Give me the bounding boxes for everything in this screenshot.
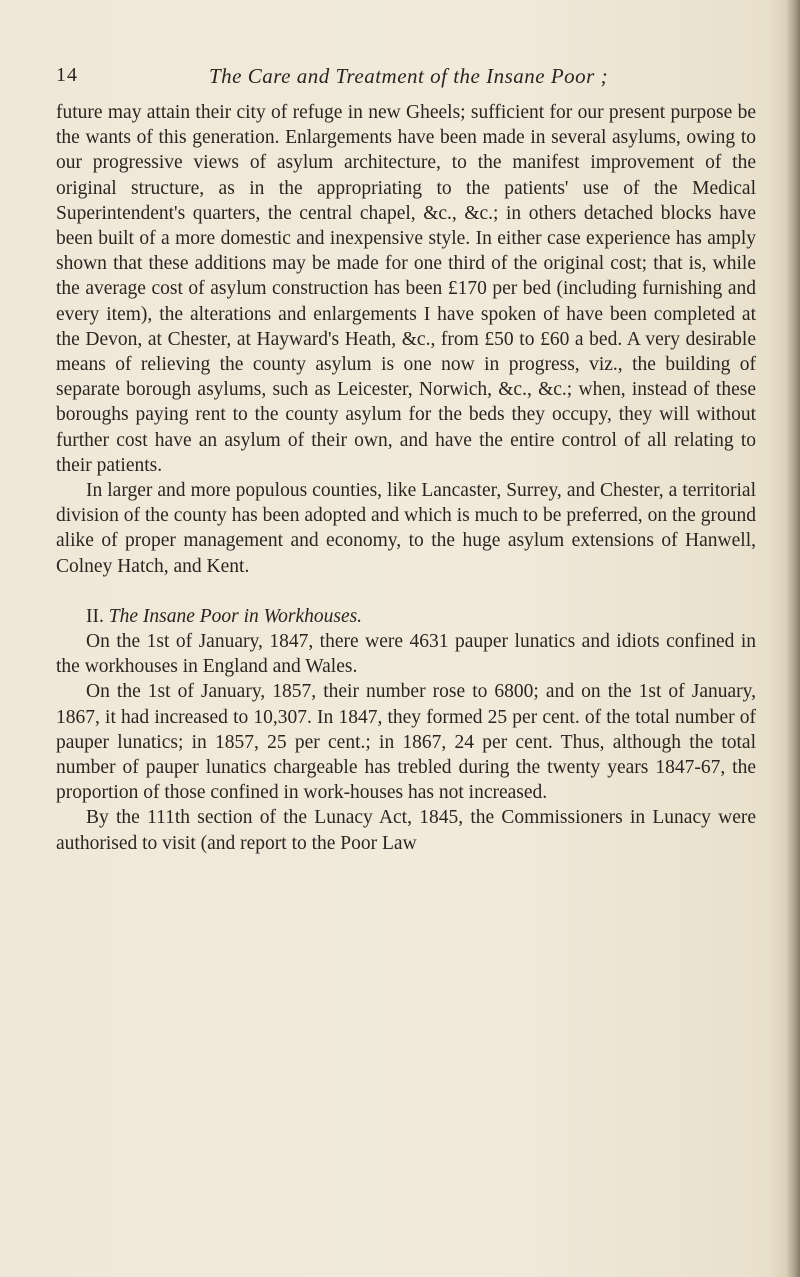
paragraph-continuation: future may attain their city of refuge in new Gheels; sufficient for our present purpose be the wants of this generation. Enlargements have been made in several asylums, owing to our progressive views of asylum architecture, to the manifest improvement of the original structure, as in the appropriating to the patients' use of the Medical Superintendent's quarters, the central chapel, &c., &c.; in others detached blocks have been built of a more domestic and inexpensive style. In either case experience has amply shown that these additions may be made for one third of the original cost; that is, while the average cost of asylum construction has been £170 per bed (including furnishing and every item), the alterations and enlargements I have spoken of have been completed at the Devon, at Chester, at Hayward's Heath, &c., from £50 to £60 a bed. A very desirable means of relieving the county asylum is one now in progress, viz., the building of separate borough asylums, such as Leicester, Norwich, &c., &c.; when, instead of these boroughs paying rent to the county asylum for the beds they occupy, they will without further cost have an asylum of their own, and have the entire control of all relating to their patients. [56,102,756,476]
page-number: 14 [56,64,78,86]
page-header [56,64,760,94]
section-title: The Insane Poor in Workhouses. [108,605,363,627]
paragraph: On the 1st of January, 1857, their number rose to 6800; and on the 1st of January, 1867, it had increased to 10,307. In 1847, they formed 25 per cent. of the total number of pauper lunatics; in 1857, 25 per cent.; in 1867, 24 per cent. Thus, although the total number of pauper lunatics chargeable has trebled during the twenty years 1847-67, the proportion of those confined in work-houses has not increased. [56,681,756,804]
paragraph: On the 1st of January, 1847, there were 4631 pauper lunatics and idiots confined in the workhouses in England and Wales. [56,631,756,678]
paragraph: By the 111th section of the Lunacy Act, 1845, the Commissioners in Lunacy were authorised to visit (and report to the Poor Law [56,807,756,854]
running-title: The Care and Treatment of the Insane Poor ; [209,64,609,88]
body-text [56,100,756,856]
page-binding-shadow [786,0,800,1277]
section-number: II. [86,605,104,627]
section-heading [56,604,756,629]
paragraph: In larger and more populous counties, like Lancaster, Surrey, and Chester, a territorial division of the county has been adopted and which is much to be preferred, on the ground alike of proper management and economy, to the huge asylum extensions of Hanwell, Colney Hatch, and Kent. [56,480,756,577]
